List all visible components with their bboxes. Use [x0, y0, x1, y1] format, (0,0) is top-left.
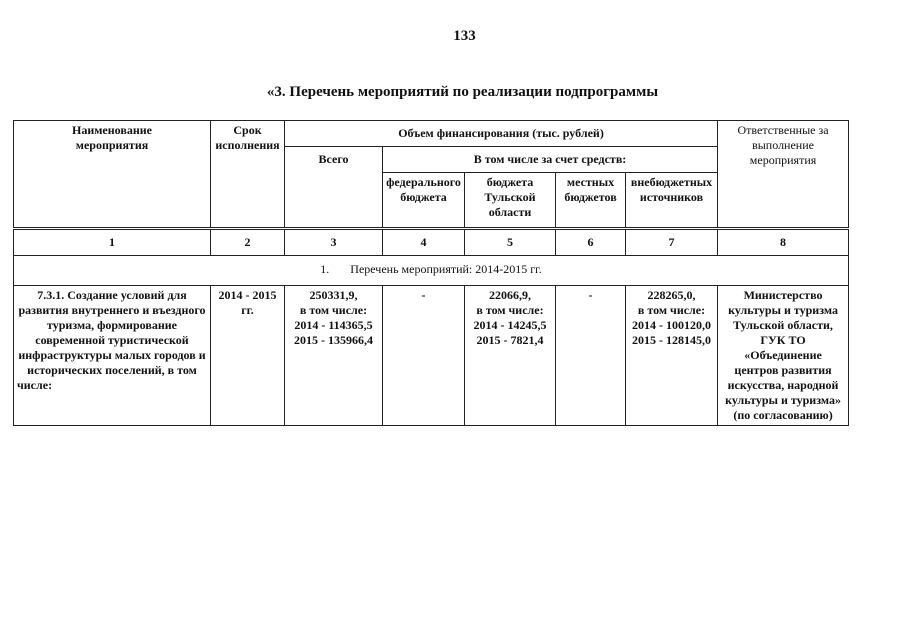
column-number: 5 — [465, 229, 556, 256]
section-row — [14, 256, 849, 286]
header-extrabudget: внебюджетных источников — [626, 173, 718, 229]
header-federal: федерального бюджета — [383, 173, 465, 229]
header-local: местных бюджетов — [556, 173, 626, 229]
section-title: 1. Перечень мероприятий: 2014-2015 гг. — [14, 256, 849, 286]
header-responsible: Ответственные за выполнение мероприятия — [718, 121, 849, 229]
header-row-1 — [14, 121, 849, 147]
activity-local: - — [556, 286, 626, 426]
column-number: 6 — [556, 229, 626, 256]
column-number: 3 — [285, 229, 383, 256]
activity-responsible: Министерство культуры и туризма Тульской области, ГУК ТО «Объединение центров развития искусства, народной культуры и туризма» (по согласованию) — [718, 286, 849, 426]
activity-extrabudget: 228265,0, в том числе: 2014 - 100120,0 2015 - 128145,0 — [626, 286, 718, 426]
activity-term: 2014 - 2015 гг. — [211, 286, 285, 426]
document-title: «3. Перечень мероприятий по реализации подпрограммы — [266, 84, 659, 100]
column-number: 2 — [211, 229, 285, 256]
activity-federal: - — [383, 286, 465, 426]
column-number: 4 — [383, 229, 465, 256]
header-term: Срок исполнения — [211, 121, 285, 229]
activity-total: 250331,9, в том числе: 2014 - 114365,5 2015 - 135966,4 — [285, 286, 383, 426]
column-number: 1 — [14, 229, 211, 256]
column-numbers-row — [14, 229, 849, 256]
header-total: Всего — [285, 147, 383, 229]
header-financing: Объем финансирования (тыс. рублей) — [285, 121, 718, 147]
header-regional: бюджета Тульской области — [465, 173, 556, 229]
header-name: Наименование мероприятия — [14, 121, 211, 229]
activities-table — [13, 120, 849, 426]
column-number: 8 — [718, 229, 849, 256]
activity-name: 7.3.1. Создание условий для развития внутреннего и въездного туризма, формирование современной туристической инфраструктуры малых городов и исторических поселений, в том числе: — [14, 286, 211, 426]
table-row — [14, 286, 849, 426]
page-number: 133 — [453, 28, 476, 44]
header-including: В том числе за счет средств: — [383, 147, 718, 173]
column-number: 7 — [626, 229, 718, 256]
activity-regional: 22066,9, в том числе: 2014 - 14245,5 2015 - 7821,4 — [465, 286, 556, 426]
